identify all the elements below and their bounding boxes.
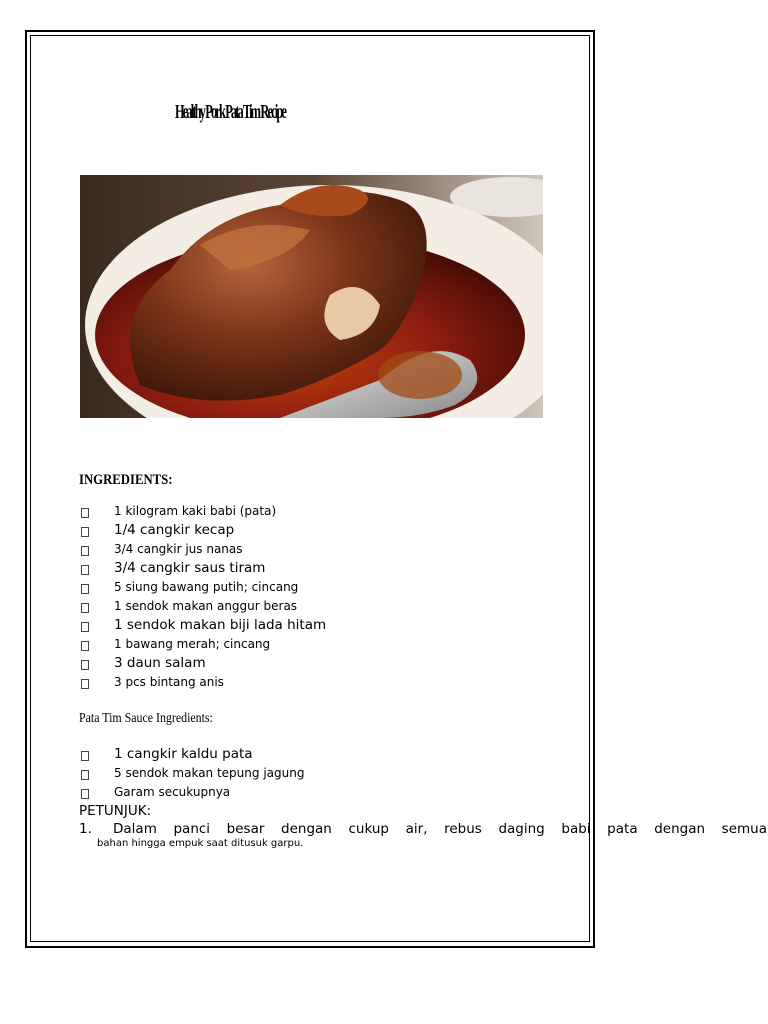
list-item: 3 daun salam <box>80 654 326 673</box>
checkbox-bullet-icon <box>81 679 89 689</box>
checkbox-bullet-icon <box>81 546 89 556</box>
checkbox-bullet-icon <box>81 622 89 632</box>
list-item: 5 siung bawang putih; cincang <box>80 578 326 597</box>
step-text: Dalam panci besar dengan cukup air, rebus daging babi pata dengan semua <box>113 821 767 837</box>
checkbox-bullet-icon <box>81 660 89 670</box>
list-item: 1/4 cangkir kecap <box>80 521 326 540</box>
checkbox-bullet-icon <box>81 584 89 594</box>
checkbox-bullet-icon <box>81 565 89 575</box>
sauce-ingredients-list <box>80 745 304 802</box>
step-number: 1. <box>79 821 92 837</box>
recipe-title: Healthy Pork Pata Tim Recipe <box>175 101 286 123</box>
list-item: 3/4 cangkir saus tiram <box>80 559 326 578</box>
checkbox-bullet-icon <box>81 770 89 780</box>
list-item: 1 cangkir kaldu pata <box>80 745 304 764</box>
checkbox-bullet-icon <box>81 508 89 518</box>
sauce-ingredients-heading: Pata Tim Sauce Ingredients: <box>79 711 213 726</box>
checkbox-bullet-icon <box>81 527 89 537</box>
checkbox-bullet-icon <box>81 751 89 761</box>
list-item: 1 bawang merah; cincang <box>80 635 326 654</box>
step-text-continuation: bahan hingga empuk saat ditusuk garpu. <box>97 838 304 849</box>
list-item: Garam secukupnya <box>80 783 304 802</box>
ingredients-heading: INGREDIENTS: <box>79 472 173 488</box>
list-item: 1 kilogram kaki babi (pata) <box>80 502 326 521</box>
recipe-photo <box>80 175 543 418</box>
directions-heading: PETUNJUK: <box>79 803 152 819</box>
list-item: 1 sendok makan anggur beras <box>80 597 326 616</box>
checkbox-bullet-icon <box>81 641 89 651</box>
list-item: 3 pcs bintang anis <box>80 673 326 692</box>
checkbox-bullet-icon <box>81 789 89 799</box>
list-item: 3/4 cangkir jus nanas <box>80 540 326 559</box>
ingredients-list <box>80 502 326 692</box>
list-item: 1 sendok makan biji lada hitam <box>80 616 326 635</box>
list-item: 5 sendok makan tepung jagung <box>80 764 304 783</box>
checkbox-bullet-icon <box>81 603 89 613</box>
